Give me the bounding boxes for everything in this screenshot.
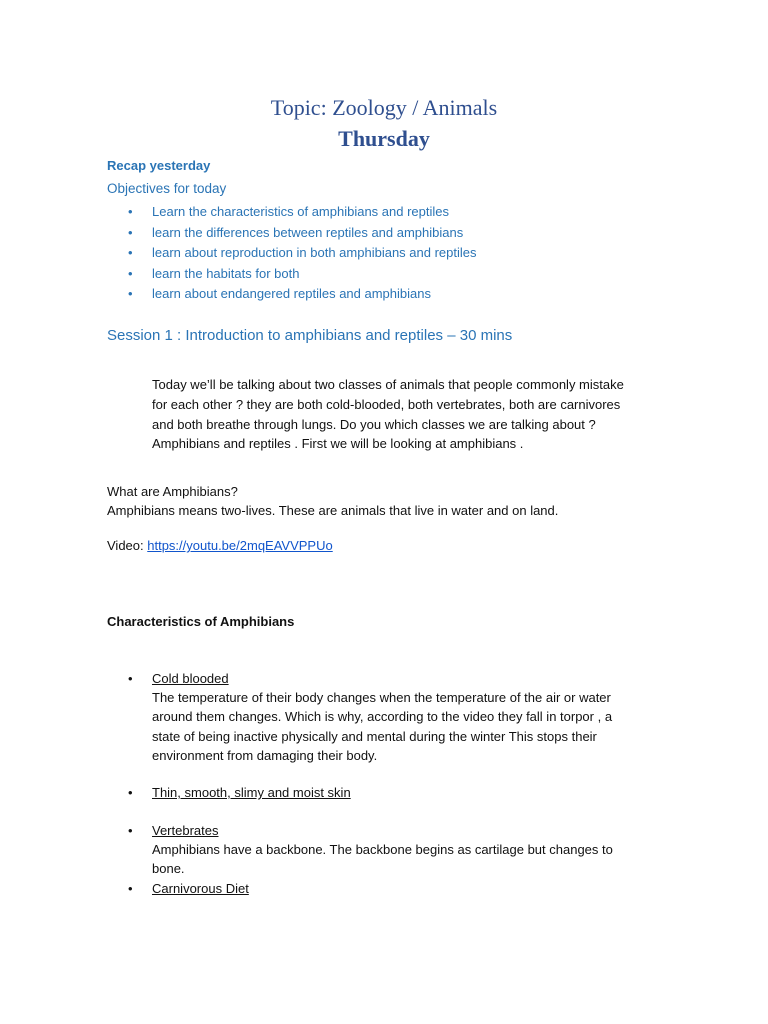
characteristics-heading: Characteristics of Amphibians	[107, 614, 295, 629]
bullet-icon: •	[128, 204, 133, 219]
session-duration: – 30 mins	[447, 327, 513, 344]
characteristic-description: Amphibians have a backbone. The backbone begins as cartilage but changes to bone.	[152, 842, 613, 877]
characteristic-item	[0, 783, 700, 802]
objectives-list	[0, 204, 477, 307]
session-title: Session 1 : Introduction to amphibians and reptiles	[107, 327, 444, 344]
bullet-icon: •	[128, 881, 133, 896]
what-answer: Amphibians means two-lives. These are animals that live in water and on land.	[107, 503, 559, 518]
day-title: Thursday	[338, 126, 430, 151]
session-intro: Today we’ll be talking about two classes of animals that people commonly mistake for each other ? they are both cold-blooded, both vertebrates, both are carnivores and both breathe through lungs. Do you which classes we are talking about ? Amphibians and reptiles . First we will be looking at amphibians .	[152, 377, 624, 452]
video-label: Video:	[107, 538, 148, 553]
characteristic-title: Thin, smooth, slimy and moist skin	[152, 785, 351, 800]
bullet-icon: •	[128, 785, 133, 800]
objective-item: • learn the habitats for both	[128, 265, 300, 281]
objective-item: • Learn the characteristics of amphibians and reptiles	[128, 204, 449, 219]
characteristic-item	[0, 821, 700, 879]
objective-item: • learn about reproduction in both amphibians and reptiles	[128, 245, 477, 261]
characteristic-title: Vertebrates	[152, 823, 219, 838]
characteristic-item	[0, 669, 700, 765]
bullet-icon: •	[128, 286, 133, 302]
video-link[interactable]: https://youtu.be/2mqEAVVPPUo	[147, 538, 333, 553]
objective-item: • learn about endangered reptiles and amphibians	[128, 286, 431, 302]
characteristic-title: Carnivorous Diet	[152, 881, 249, 896]
bullet-icon: •	[128, 265, 133, 281]
topic-title: Topic: Zoology / Animals	[270, 95, 498, 120]
bullet-icon: •	[128, 823, 133, 838]
objectives-heading: Objectives for today	[107, 181, 227, 196]
characteristic-description: The temperature of their body changes when the temperature of the air or water around them changes. Which is why, according to the video they fall in torpor , a state of being inactive physically and mental during the winter This stops their environment from damaging their body.	[152, 690, 613, 763]
bullet-icon: •	[128, 245, 133, 261]
characteristic-item	[0, 879, 700, 898]
bullet-icon: •	[128, 671, 133, 686]
characteristic-title: Cold blooded	[152, 671, 229, 686]
what-are-amphibians	[107, 482, 558, 520]
objective-item: • learn the differences between reptiles and amphibians	[128, 224, 464, 240]
video-line	[107, 538, 333, 553]
session-heading	[107, 327, 512, 344]
bullet-icon: •	[128, 224, 133, 240]
what-question: What are Amphibians?	[107, 484, 238, 499]
recap-heading: Recap yesterday	[107, 158, 211, 173]
